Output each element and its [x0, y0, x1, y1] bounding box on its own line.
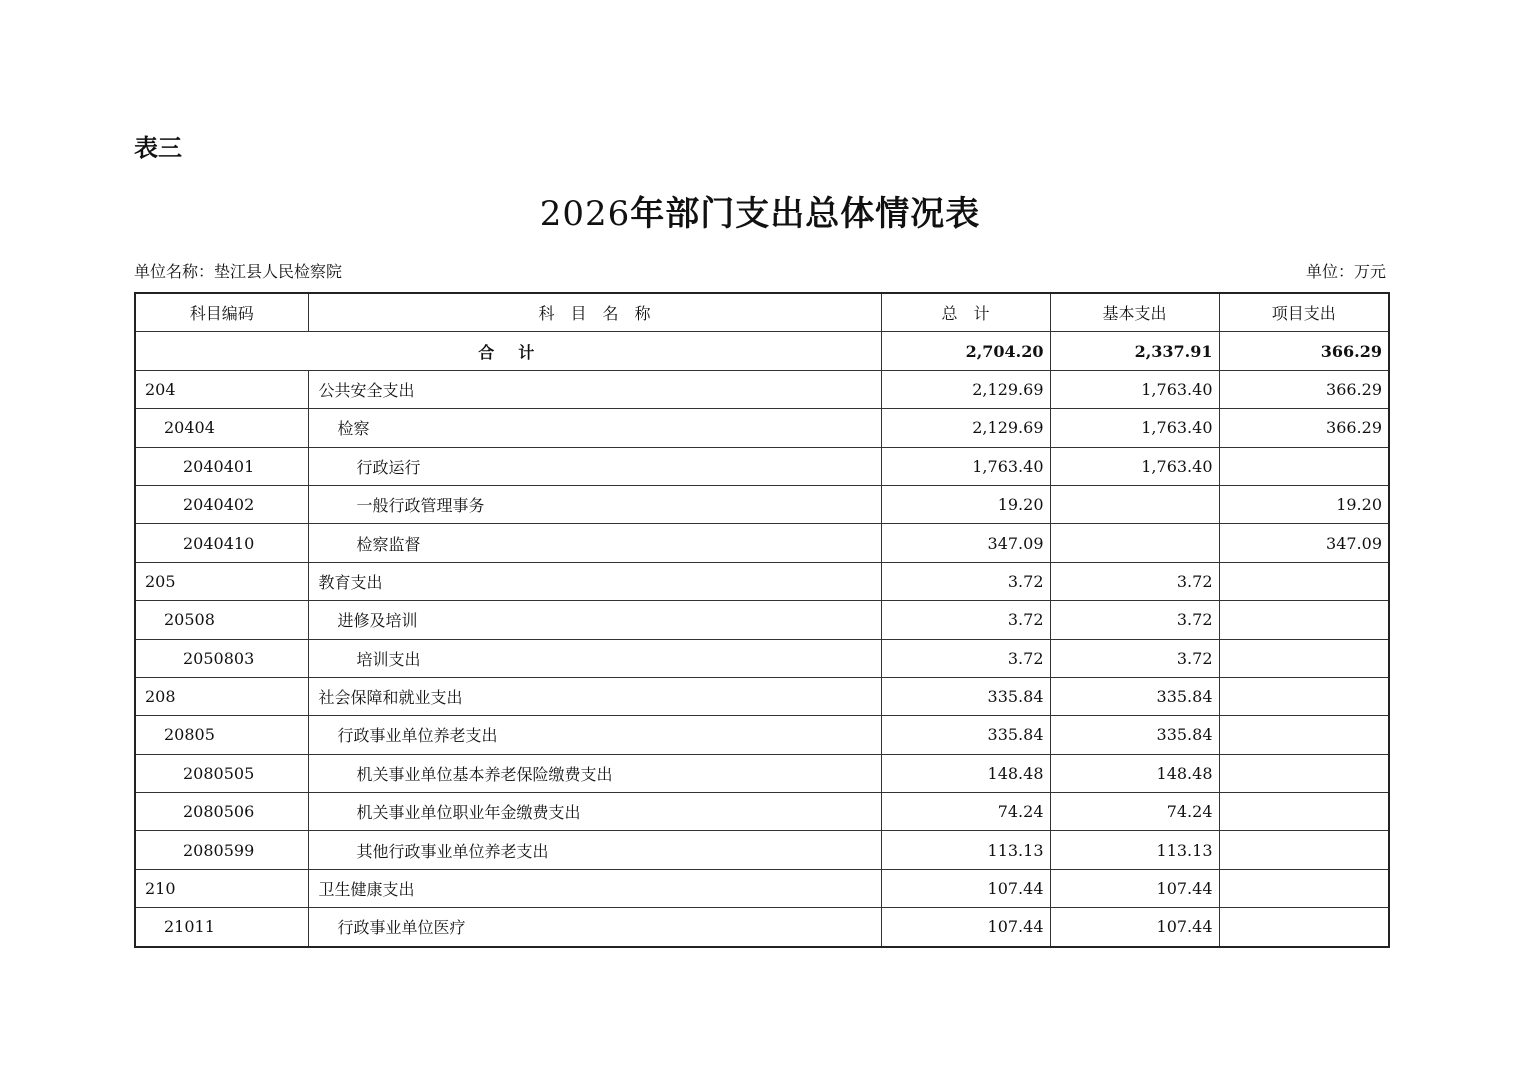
row-code: 2080506: [135, 793, 308, 831]
header-project: 项目支出: [1219, 293, 1389, 332]
row-project: [1219, 908, 1389, 947]
row-project: [1219, 831, 1389, 869]
row-code: 21011: [135, 908, 308, 947]
row-project: [1219, 793, 1389, 831]
table-row: [135, 409, 1389, 447]
header-code: 科目编码: [135, 293, 308, 332]
row-name: 行政事业单位医疗: [308, 908, 881, 947]
row-project: [1219, 562, 1389, 600]
row-project: 19.20: [1219, 485, 1389, 523]
total-basic: 2,337.91: [1050, 332, 1219, 370]
row-name: 社会保障和就业支出: [308, 677, 881, 715]
row-name: 其他行政事业单位养老支出: [308, 831, 881, 869]
table-row: [135, 793, 1389, 831]
row-name: 培训支出: [308, 639, 881, 677]
row-basic: 3.72: [1050, 639, 1219, 677]
row-total: 3.72: [881, 601, 1050, 639]
row-project: [1219, 447, 1389, 485]
row-total: 335.84: [881, 716, 1050, 754]
row-basic: 1,763.40: [1050, 370, 1219, 408]
row-project: [1219, 754, 1389, 792]
row-project: [1219, 677, 1389, 715]
table-row: [135, 869, 1389, 907]
row-basic: 74.24: [1050, 793, 1219, 831]
title-year: 2026: [539, 194, 631, 234]
row-code: 210: [135, 869, 308, 907]
row-basic: 1,763.40: [1050, 409, 1219, 447]
row-name: 行政运行: [308, 447, 881, 485]
row-basic: 335.84: [1050, 716, 1219, 754]
row-total: 148.48: [881, 754, 1050, 792]
row-code: 204: [135, 370, 308, 408]
row-code: 205: [135, 562, 308, 600]
row-basic: 113.13: [1050, 831, 1219, 869]
row-total: 1,763.40: [881, 447, 1050, 485]
total-label: 合 计: [135, 332, 881, 370]
total-project: 366.29: [1219, 332, 1389, 370]
row-code: 20805: [135, 716, 308, 754]
row-total: 19.20: [881, 485, 1050, 523]
header-name: 科 目 名 称: [308, 293, 881, 332]
row-project: [1219, 869, 1389, 907]
table-row: [135, 485, 1389, 523]
row-total: 107.44: [881, 869, 1050, 907]
row-basic: 3.72: [1050, 562, 1219, 600]
page-title: [0, 186, 1520, 235]
row-project: 366.29: [1219, 409, 1389, 447]
row-code: 2040402: [135, 485, 308, 523]
row-basic: [1050, 524, 1219, 562]
row-name: 进修及培训: [308, 601, 881, 639]
row-project: [1219, 601, 1389, 639]
row-name: 行政事业单位养老支出: [308, 716, 881, 754]
row-total: 113.13: [881, 831, 1050, 869]
row-code: 20404: [135, 409, 308, 447]
row-basic: 107.44: [1050, 869, 1219, 907]
row-name: 公共安全支出: [308, 370, 881, 408]
row-total: 3.72: [881, 639, 1050, 677]
row-basic: 335.84: [1050, 677, 1219, 715]
row-basic: 3.72: [1050, 601, 1219, 639]
row-code: 208: [135, 677, 308, 715]
row-code: 2080505: [135, 754, 308, 792]
row-name: 机关事业单位基本养老保险缴费支出: [308, 754, 881, 792]
header-total: 总 计: [881, 293, 1050, 332]
row-project: [1219, 716, 1389, 754]
row-total: 347.09: [881, 524, 1050, 562]
row-total: 335.84: [881, 677, 1050, 715]
row-code: 2040410: [135, 524, 308, 562]
table-row: [135, 754, 1389, 792]
row-name: 一般行政管理事务: [308, 485, 881, 523]
table-row: [135, 908, 1389, 947]
table-row: [135, 831, 1389, 869]
title-text: 年部门支出总体情况表: [630, 194, 981, 234]
table-row: [135, 370, 1389, 408]
header-row: [135, 293, 1389, 332]
total-row: [135, 332, 1389, 370]
table-row: [135, 716, 1389, 754]
row-code: 20508: [135, 601, 308, 639]
row-name: 教育支出: [308, 562, 881, 600]
row-code: 2040401: [135, 447, 308, 485]
row-total: 74.24: [881, 793, 1050, 831]
table-row: [135, 447, 1389, 485]
table-label: 表三: [134, 134, 182, 162]
row-name: 检察: [308, 409, 881, 447]
row-basic: [1050, 485, 1219, 523]
row-total: 2,129.69: [881, 370, 1050, 408]
row-total: 3.72: [881, 562, 1050, 600]
table-row: [135, 601, 1389, 639]
row-total: 107.44: [881, 908, 1050, 947]
row-name: 卫生健康支出: [308, 869, 881, 907]
expenditure-table: [134, 292, 1390, 948]
row-basic: 1,763.40: [1050, 447, 1219, 485]
row-name: 检察监督: [308, 524, 881, 562]
table-body: [135, 332, 1389, 947]
row-basic: 107.44: [1050, 908, 1219, 947]
row-basic: 148.48: [1050, 754, 1219, 792]
row-project: 347.09: [1219, 524, 1389, 562]
row-code: 2080599: [135, 831, 308, 869]
table-row: [135, 639, 1389, 677]
table-row: [135, 677, 1389, 715]
header-basic: 基本支出: [1050, 293, 1219, 332]
table-row: [135, 524, 1389, 562]
row-total: 2,129.69: [881, 409, 1050, 447]
unit-name: 单位名称：垫江县人民检察院: [134, 262, 343, 281]
unit-measure: 单位：万元: [1305, 262, 1386, 281]
row-project: [1219, 639, 1389, 677]
row-project: 366.29: [1219, 370, 1389, 408]
total-total: 2,704.20: [881, 332, 1050, 370]
row-name: 机关事业单位职业年金缴费支出: [308, 793, 881, 831]
row-code: 2050803: [135, 639, 308, 677]
table-row: [135, 562, 1389, 600]
